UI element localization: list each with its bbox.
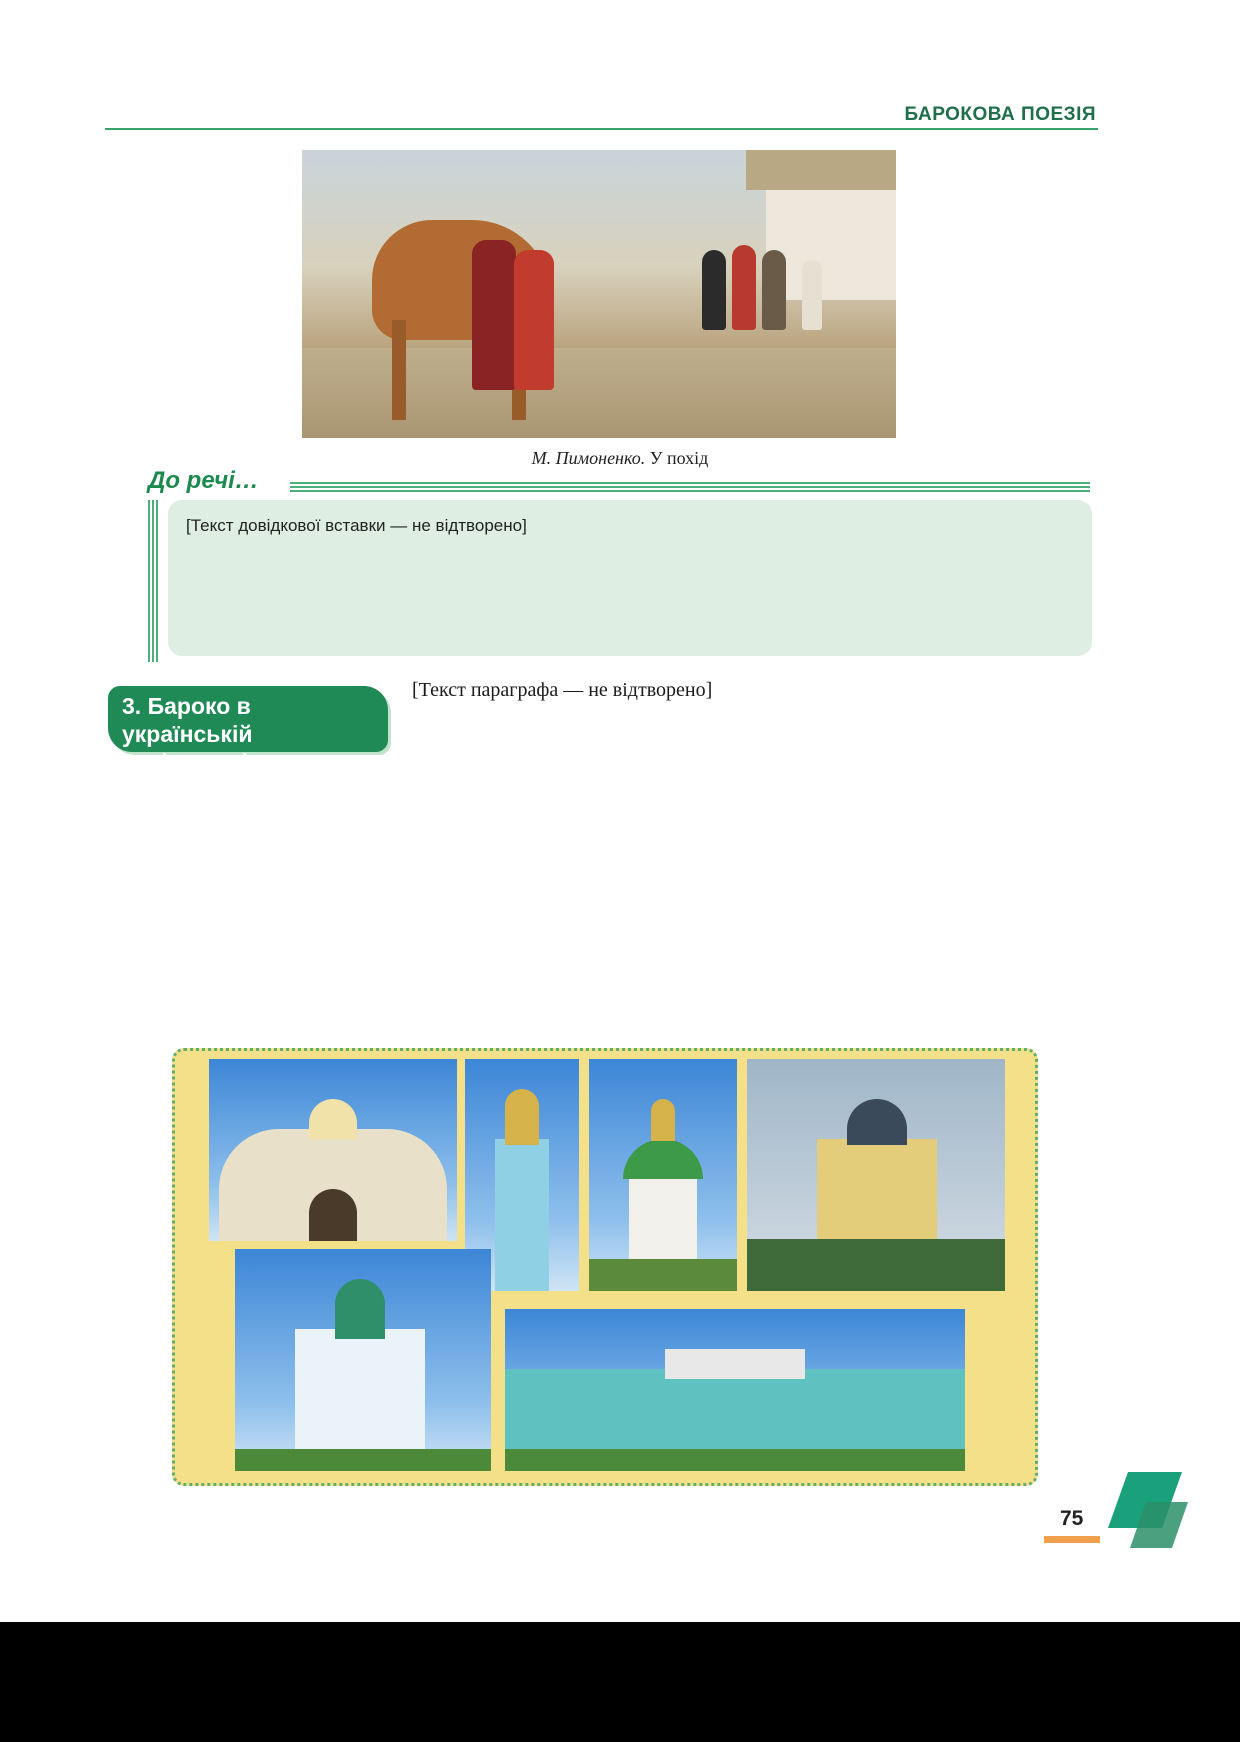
page-number-underline (1044, 1536, 1100, 1543)
painting-villager (762, 250, 786, 330)
painting-villager (732, 245, 756, 330)
painting-cossack (472, 240, 516, 390)
corner-decoration (1100, 1470, 1190, 1550)
caption-title: У похід (649, 448, 709, 468)
header-rule (105, 128, 1098, 130)
painting-villager (702, 250, 726, 330)
painting-horse-leg (392, 320, 406, 420)
photo-zaborovsky-gate (209, 1059, 457, 1241)
note-box (168, 500, 1092, 656)
note-rules (290, 482, 1090, 494)
painting-roof (746, 150, 896, 190)
photo-st-andrew-church (235, 1249, 491, 1471)
note-side-bars (148, 500, 158, 662)
caption-author: М. Пимоненко. (531, 448, 646, 468)
section-paragraph: [Текст параграфа — не відтворено] (412, 679, 713, 701)
running-head: БАРОКОВА ПОЕЗІЯ (904, 104, 1096, 125)
page-number: 75 (1060, 1507, 1084, 1530)
photo-lavra-church (589, 1059, 737, 1291)
bottom-black-band (0, 1622, 1240, 1742)
painting-villager (802, 260, 822, 330)
figure-caption (0, 448, 1240, 469)
painting-woman (514, 250, 554, 390)
photo-mariinsky-palace (505, 1309, 965, 1471)
note-text: [Текст довідкової вставки — не відтворено] (186, 516, 527, 535)
architecture-collage (172, 1048, 1038, 1486)
section-body (107, 676, 1097, 758)
badge-spacer (107, 676, 412, 758)
note-title: До речі… (148, 467, 259, 494)
painting-image (302, 150, 896, 438)
photo-st-george-cathedral (747, 1059, 1005, 1291)
section-heading-badge: 3. Бароко в українській архітектурі. (108, 686, 388, 752)
